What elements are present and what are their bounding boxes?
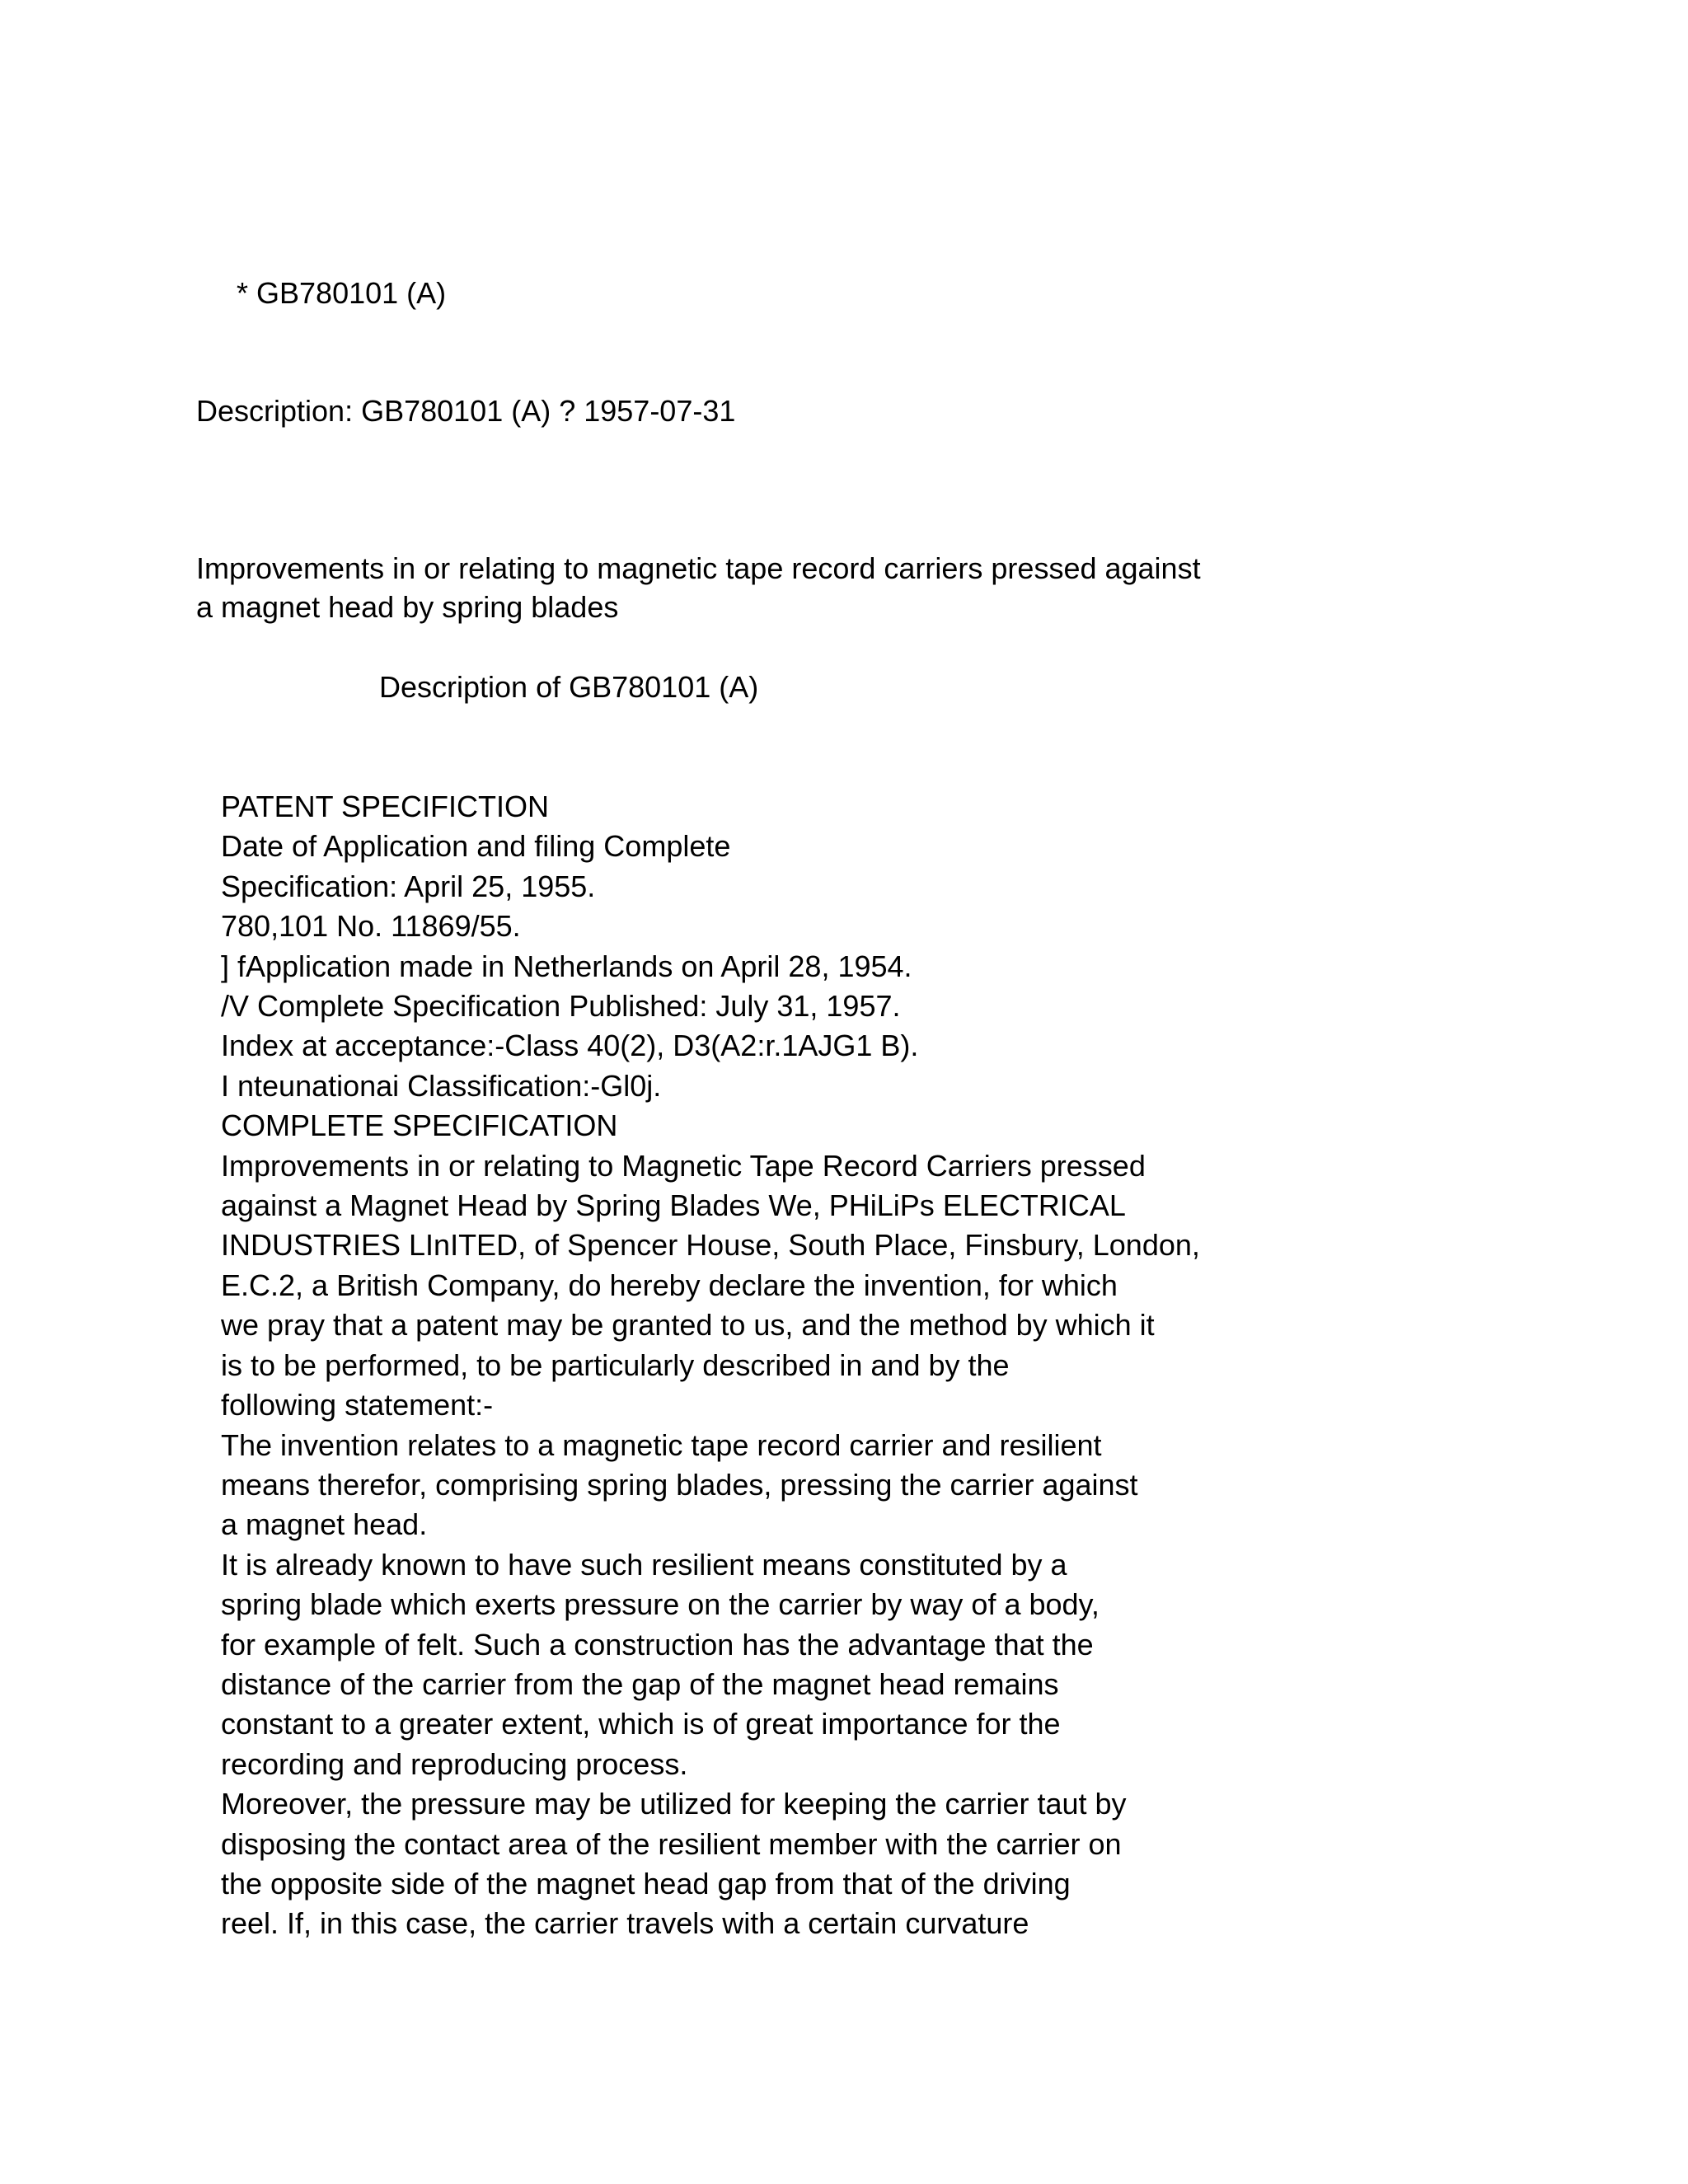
body-text-line: E.C.2, a British Company, do hereby declare the invention, for which — [221, 1268, 1118, 1302]
body-text-line: COMPLETE SPECIFICATION — [221, 1108, 618, 1143]
description-heading: Description of GB780101 (A) — [379, 670, 759, 704]
body-text-line: we pray that a patent may be granted to us, and the method by which it — [221, 1308, 1155, 1343]
body-text-line: reel. If, in this case, the carrier travels with a certain curvature — [221, 1906, 1029, 1941]
body-text-line: for example of felt. Such a construction has the advantage that the — [221, 1627, 1094, 1661]
body-text-line: ] fApplication made in Netherlands on April 28, 1954. — [221, 949, 912, 983]
specification-body — [221, 787, 1200, 1944]
body-text-line: a magnet head. — [221, 1507, 428, 1542]
body-text-line: I nteunationai Classification:-Gl0j. — [221, 1068, 662, 1103]
body-text-line: Index at acceptance:-Class 40(2), D3(A2:r.1AJG1 B). — [221, 1029, 919, 1063]
body-text-line: /V Complete Specification Published: July 31, 1957. — [221, 989, 901, 1024]
body-text-line: 780,101 No. 11869/55. — [221, 909, 521, 944]
body-text-line: constant to a greater extent, which is of great importance for the — [221, 1707, 1061, 1741]
title-line-2: a magnet head by spring blades — [196, 590, 619, 624]
body-text-line: PATENT SPECIFICTION — [221, 790, 550, 823]
body-text-line: recording and reproducing process. — [221, 1746, 688, 1781]
body-text-line: spring blade which exerts pressure on the carrier by way of a body, — [221, 1587, 1100, 1622]
body-text-line: the opposite side of the magnet head gap from that of the driving — [221, 1866, 1071, 1900]
title-line-1: Improvements in or relating to magnetic tape record carriers pressed against — [196, 551, 1201, 585]
body-text-line: The invention relates to a magnetic tape record carrier and resilient — [221, 1427, 1102, 1462]
body-text-line: Specification: April 25, 1955. — [221, 869, 596, 903]
body-text-line: INDUSTRIES LInITED, of Spencer House, South Place, Finsbury, London, — [221, 1228, 1200, 1263]
description-date-line: Description: GB780101 (A) ? 1957-07-31 — [196, 394, 736, 428]
body-text-line: means therefor, comprising spring blades, pressing the carrier against — [221, 1467, 1138, 1502]
body-text-line: disposing the contact area of the resilient member with the carrier on — [221, 1826, 1122, 1861]
body-text-line: Moreover, the pressure may be utilized for keeping the carrier taut by — [221, 1787, 1127, 1821]
body-text-line: is to be performed, to be particularly described in and by the — [221, 1347, 1010, 1382]
document-id-line: * GB780101 (A) — [237, 276, 447, 310]
body-text-line: following statement:- — [221, 1388, 494, 1422]
body-text-line: It is already known to have such resilient means constituted by a — [221, 1547, 1067, 1582]
body-text-line: Date of Application and filing Complete — [221, 829, 731, 864]
body-text-line: against a Magnet Head by Spring Blades We, PHiLiPs ELECTRICAL — [221, 1188, 1126, 1223]
body-text-line: distance of the carrier from the gap of the magnet head remains — [221, 1666, 1059, 1701]
body-text-line: Improvements in or relating to Magnetic Tape Record Carriers pressed — [221, 1148, 1146, 1183]
